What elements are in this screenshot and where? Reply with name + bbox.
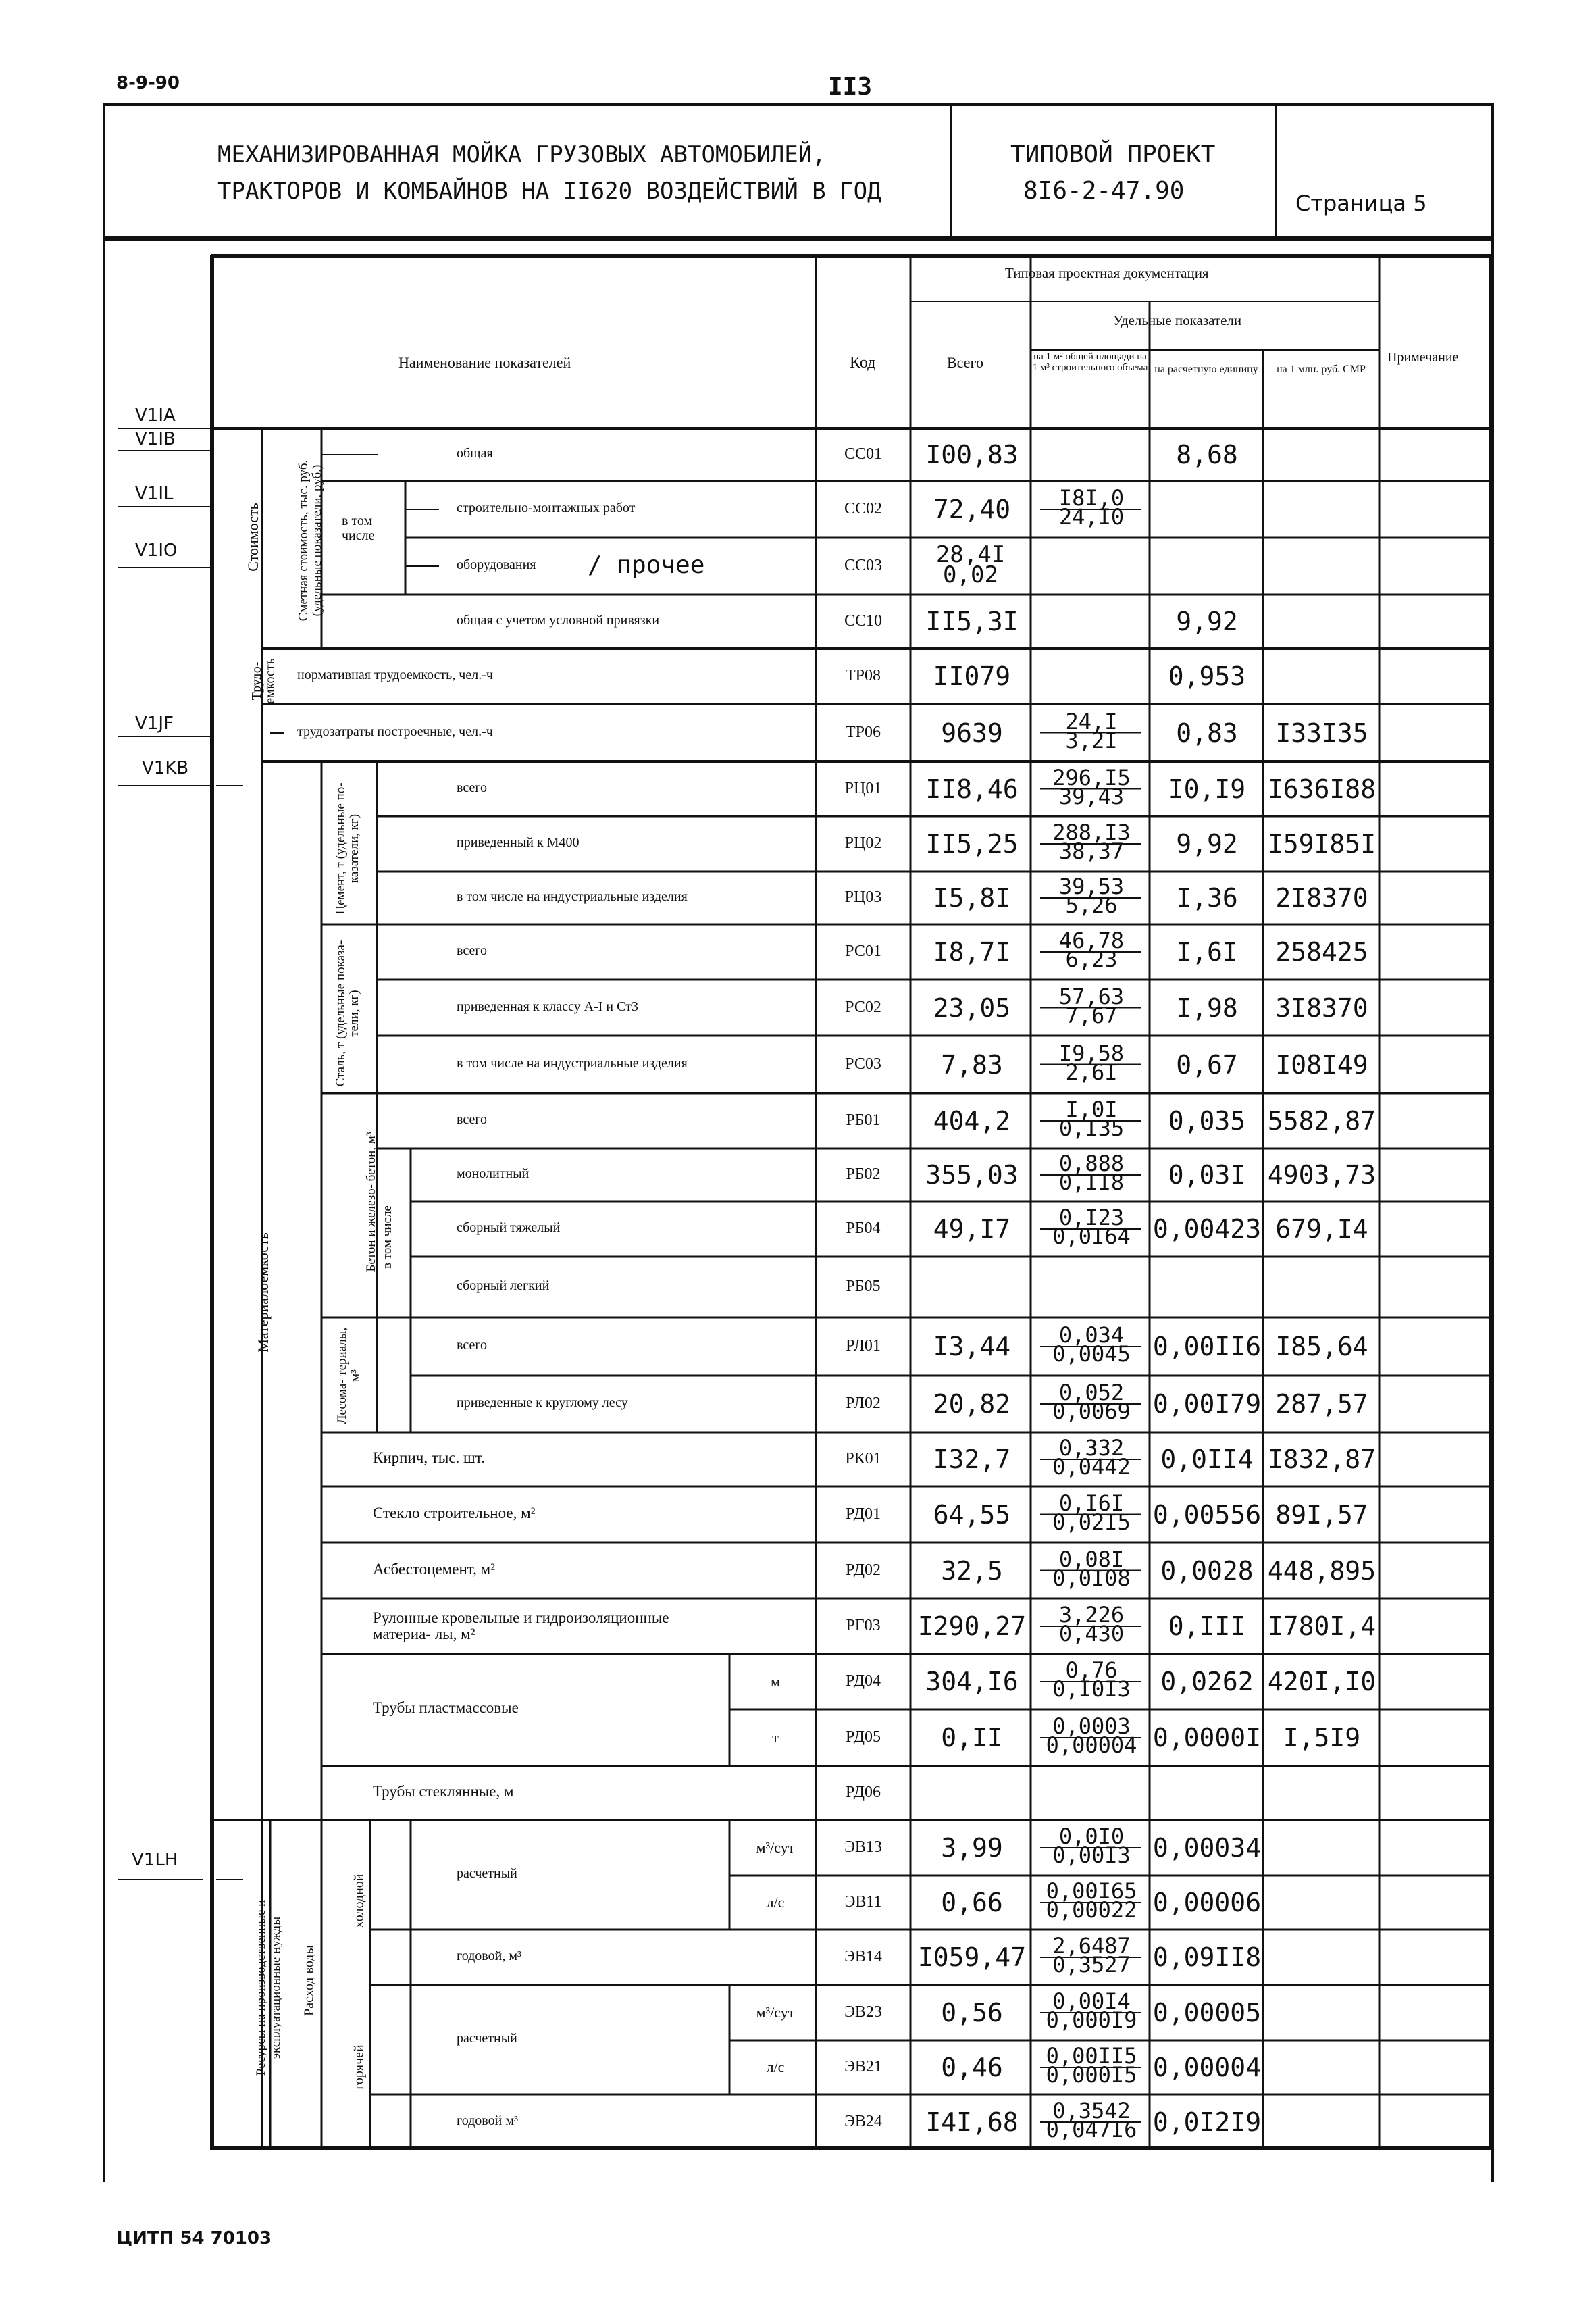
row-per-mln: 89I,57 — [1275, 1499, 1368, 1530]
row-name: всего — [457, 1338, 488, 1353]
row-per-mln: 2I8370 — [1275, 883, 1368, 913]
row-per-m3: 0,00I3 — [1052, 1842, 1131, 1868]
group-water: Расход воды — [301, 1945, 317, 2016]
row-name: общая — [457, 446, 493, 461]
row-per-m2: 24,I — [1065, 708, 1118, 734]
row-per-unit: 0,09II8 — [1152, 1942, 1262, 1972]
row-name: общая с учетом условной привязки — [457, 613, 660, 628]
row-per-m2: 0,00I65 — [1046, 1878, 1137, 1904]
row-total: 64,55 — [933, 1499, 1011, 1530]
row-code: ТР08 — [845, 667, 881, 684]
row-code: РЦ03 — [844, 888, 882, 906]
row-per-unit: 8,68 — [1176, 440, 1238, 470]
project-code: 8I6-2-47.90 — [1023, 177, 1185, 205]
row-code: СС03 — [844, 557, 882, 574]
row-code: РГ03 — [846, 1617, 881, 1634]
row-per-m2: 0,3542 — [1052, 2098, 1131, 2123]
row-per-m3: 0,II8 — [1058, 1169, 1125, 1195]
indicators-table — [211, 255, 1491, 2148]
row-code: ТР06 — [845, 723, 881, 741]
row-code: РЦ02 — [844, 834, 882, 852]
row-per-unit: 0,0II4 — [1160, 1444, 1254, 1474]
row-per-m3: 0,0069 — [1052, 1399, 1131, 1424]
row-per-mln: I,5I9 — [1283, 1723, 1361, 1753]
row-per-m3: 0,00022 — [1046, 1897, 1137, 1923]
row-per-m3: 3,2I — [1065, 727, 1118, 753]
row-code: РД06 — [846, 1784, 881, 1801]
row-per-mln: I780I,4 — [1267, 1611, 1376, 1641]
row-code: РД04 — [846, 1672, 881, 1690]
marker-v1lh: V1LH — [132, 1850, 178, 1870]
row-total: 28,4I — [935, 541, 1006, 568]
row-name: годовой м³ — [457, 2113, 518, 2128]
row-code: РБ01 — [846, 1111, 881, 1129]
row-per-unit: I0,I9 — [1168, 774, 1246, 804]
row-name: всего — [457, 1112, 488, 1127]
row-code: РЛ02 — [846, 1394, 881, 1412]
row-total: 0,56 — [941, 1998, 1003, 2028]
group-incl: в том числе — [342, 513, 375, 543]
row-per-mln: 679,I4 — [1275, 1214, 1368, 1244]
marker-v1io: V1IO — [135, 540, 178, 561]
doc-title — [217, 136, 881, 209]
group-steel: Сталь, т (удельные показа- тели, кг) — [334, 940, 361, 1087]
row-code: ЭВ13 — [844, 1838, 882, 1856]
row-code: ЭВ24 — [844, 2113, 882, 2130]
row-code: РЛ01 — [846, 1337, 881, 1355]
row-total: I4I,68 — [925, 2107, 1019, 2137]
row-per-mln: I85,64 — [1275, 1332, 1368, 1361]
row-code: РК01 — [845, 1450, 881, 1467]
row-total: 0,66 — [941, 1888, 1003, 1917]
row-total: 0,II — [941, 1723, 1003, 1753]
row-per-m2: 0,034 — [1058, 1322, 1125, 1348]
group-cost: Стоимость — [244, 503, 261, 572]
marker-v1jf: V1JF — [135, 713, 174, 734]
row-code: ЭВ21 — [844, 2058, 882, 2076]
project-label: ТИПОВОЙ ПРОЕКТ — [1010, 141, 1216, 168]
row-per-unit: I,36 — [1176, 883, 1238, 913]
doc-title-line2: ТРАКТОРОВ И КОМБАЙНОВ НА II620 ВОЗДЕЙСТВИЙ В ГОД — [217, 178, 881, 205]
row-name: оборудования — [457, 557, 536, 572]
row-name: расчетный — [457, 2031, 517, 2046]
row-code: РД01 — [846, 1505, 881, 1523]
row-code: ЭВ11 — [844, 1893, 882, 1911]
row-per-m3: 2,6I — [1065, 1059, 1118, 1085]
row-per-m2: 0,0003 — [1052, 1713, 1131, 1739]
row-name: годовой, м³ — [457, 1948, 521, 1963]
row-name: монолитный — [457, 1166, 530, 1181]
row-name: Кирпич, тыс. шт. — [373, 1449, 485, 1466]
row-total: 0,46 — [941, 2053, 1003, 2082]
row-per-m2: 0,I6I — [1058, 1490, 1125, 1516]
row-per-unit: I,6I — [1176, 937, 1238, 967]
group-cement: Цемент, т (удельные по- казатели, кг) — [334, 782, 361, 915]
row-per-m3: 0,00004 — [1046, 1732, 1137, 1758]
row-per-mln: 287,57 — [1275, 1389, 1368, 1419]
row-code: РБ02 — [846, 1165, 881, 1183]
row-total: I8,7I — [933, 937, 1011, 967]
row-total: II5,25 — [925, 829, 1019, 859]
marker-v1ib: V1IB — [135, 429, 176, 449]
row-per-m2: I8I,0 — [1058, 485, 1125, 511]
row-per-m2: 0,052 — [1058, 1380, 1125, 1405]
row-name: в том числе на индустриальные изделия — [457, 1055, 688, 1071]
row-name: Рулонные кровельные и гидроизоляционные материа- лы, м² — [373, 1609, 669, 1642]
row-per-mln: 448,895 — [1267, 1555, 1376, 1586]
row-total: I5,8I — [933, 883, 1011, 913]
row-per-m2: 0,I23 — [1058, 1205, 1125, 1230]
row-per-m2: 0,00I4 — [1052, 1988, 1131, 2014]
footer-code: ЦИТП 54 70103 — [116, 2228, 272, 2248]
row-total: 3,99 — [941, 1833, 1003, 1863]
group-cold: холодной — [351, 1873, 367, 1928]
row-per-m2: 39,53 — [1058, 874, 1125, 899]
row-code: РД02 — [846, 1561, 881, 1579]
row-per-m3: 6,23 — [1065, 947, 1118, 972]
row-per-mln: I33I35 — [1275, 718, 1368, 748]
row-unit: м³/сут — [756, 2004, 795, 2021]
row-per-m2: I,0I — [1065, 1097, 1118, 1122]
row-per-m3: 0,0442 — [1052, 1454, 1131, 1480]
row-code: ЭВ14 — [844, 1948, 882, 1965]
col-tpd-header: Типовая проектная документация — [1005, 265, 1209, 281]
marker-v1kb: V1KB — [142, 758, 189, 778]
row-name-hand: / прочее — [588, 551, 705, 579]
group-resources: Ресурсы на производственные и эксплуатационные нужды — [254, 1899, 283, 2076]
row-per-unit: 0,00423 — [1152, 1214, 1262, 1244]
row-per-unit: 0,03I — [1168, 1160, 1246, 1190]
row-per-m3: 0,430 — [1058, 1621, 1125, 1646]
col-per-mln-header: на 1 млн. руб. СМР — [1277, 363, 1366, 375]
row-name: Стекло строительное, м² — [373, 1504, 536, 1521]
row-per-unit: 0,00556 — [1152, 1499, 1262, 1530]
table-grid — [211, 255, 1491, 2148]
row-total: 7,83 — [941, 1049, 1003, 1080]
row-total-2: 0,02 — [943, 561, 998, 588]
row-unit: л/с — [766, 1894, 785, 1911]
group-timber: Лесома- териалы, м³ — [335, 1327, 363, 1424]
row-per-unit: 0,00005 — [1152, 1998, 1262, 2028]
group-cost-sub: Сметная стоимость, тыс. руб. (удельные показатели, руб.) — [297, 459, 324, 622]
row-per-m3: 38,37 — [1058, 838, 1125, 864]
row-code: СС01 — [844, 445, 882, 463]
row-name: в том числе на индустриальные изделия — [457, 889, 688, 904]
col-per-m2-header: на 1 м² общей площади на 1 м³ строительного объема — [1032, 351, 1148, 373]
group-concrete: Бетон и железо- бетон, м³ — [364, 1132, 378, 1272]
row-per-m2: 46,78 — [1058, 928, 1125, 953]
row-per-m3: 39,43 — [1058, 783, 1125, 809]
row-code: РС01 — [845, 942, 881, 960]
row-name: строительно-монтажных работ — [457, 501, 636, 515]
row-per-mln: 5582,87 — [1267, 1106, 1376, 1136]
row-total: I32,7 — [933, 1444, 1011, 1474]
row-per-m2: 0,0I0 — [1058, 1823, 1125, 1849]
page-label: Страница 5 — [1295, 191, 1427, 216]
row-per-unit: 0,00II6 — [1152, 1332, 1262, 1361]
row-per-unit: 0,III — [1168, 1611, 1246, 1641]
row-name: расчетный — [457, 1866, 517, 1881]
row-unit: т — [772, 1729, 779, 1746]
marker-v1ia: V1IA — [135, 405, 176, 426]
row-per-mln: I59I85I — [1267, 829, 1376, 859]
row-total: II5,3I — [925, 607, 1019, 636]
row-unit: м — [771, 1673, 780, 1690]
row-per-m3: 0,000I5 — [1046, 2062, 1137, 2088]
row-total: 304,I6 — [925, 1667, 1019, 1696]
row-per-m3: 24,I0 — [1058, 504, 1125, 530]
row-per-unit: 9,92 — [1176, 607, 1238, 636]
row-name: нормативная трудоемкость, чел.-ч — [297, 668, 493, 682]
row-name: Трубы пластмассовые — [373, 1699, 519, 1716]
row-per-unit: 0,00I79 — [1152, 1389, 1262, 1419]
row-per-m2: 0,332 — [1058, 1435, 1125, 1461]
row-name: всего — [457, 780, 488, 795]
row-per-unit: I,98 — [1176, 992, 1238, 1023]
row-name: Трубы стеклянные, м — [373, 1783, 514, 1800]
row-total: 9639 — [941, 718, 1003, 748]
row-code: РБ05 — [846, 1278, 881, 1295]
row-per-m2: I9,58 — [1058, 1040, 1125, 1066]
row-per-m3: 0,0I64 — [1052, 1224, 1131, 1249]
row-per-m2: 2,6487 — [1052, 1933, 1131, 1959]
row-per-m3: 0,047I6 — [1046, 2117, 1137, 2142]
col-per-unit-header: на расчетную единицу — [1154, 363, 1258, 375]
row-per-m2: 0,888 — [1058, 1151, 1125, 1176]
row-per-unit: 0,00004 — [1152, 2053, 1262, 2082]
row-name: трудозатраты построечные, чел.-ч — [297, 724, 493, 739]
row-per-unit: 0,00006 — [1152, 1888, 1262, 1917]
row-per-m3: 7,67 — [1065, 1002, 1118, 1028]
row-name: приведенная к классу А-I и Ст3 — [457, 999, 638, 1014]
row-per-unit: 0,0028 — [1160, 1555, 1254, 1586]
row-total: I3,44 — [933, 1332, 1011, 1361]
row-total: I290,27 — [917, 1611, 1027, 1641]
row-per-m2: 0,00II5 — [1046, 2043, 1137, 2069]
col-note-header: Примечание — [1387, 350, 1459, 365]
col-code-header: Код — [850, 354, 876, 372]
row-per-m3: 0,02I5 — [1052, 1509, 1131, 1535]
row-per-m2: 3,226 — [1058, 1602, 1125, 1628]
row-per-m2: 0,76 — [1065, 1657, 1118, 1683]
row-total: II079 — [933, 661, 1011, 691]
group-labor: Трудо- емкость — [249, 658, 278, 704]
marker-v1il: V1IL — [135, 484, 174, 504]
row-code: РБ04 — [846, 1219, 881, 1237]
row-per-mln: 3I8370 — [1275, 992, 1368, 1023]
row-per-m3: 0,0I08 — [1052, 1565, 1131, 1591]
row-name: приведенные к круглому лесу — [457, 1395, 628, 1410]
row-per-m3: 0,I35 — [1058, 1115, 1125, 1141]
group-concrete-incl: в том числе — [380, 1205, 394, 1269]
row-unit: м³/сут — [756, 1839, 795, 1856]
row-code: СС02 — [844, 500, 882, 518]
row-name: всего — [457, 943, 488, 958]
row-total: 49,I7 — [933, 1214, 1011, 1244]
row-code: ЭВ23 — [844, 2003, 882, 2021]
row-total: I059,47 — [917, 1942, 1027, 1972]
group-hot: горячей — [351, 2044, 367, 2090]
row-code: РС02 — [845, 998, 881, 1016]
row-per-unit: 0,953 — [1168, 661, 1246, 691]
row-name: сборный тяжелый — [457, 1220, 561, 1235]
row-total: 20,82 — [933, 1389, 1011, 1419]
row-total: 404,2 — [933, 1106, 1011, 1136]
row-per-m3: 0,3527 — [1052, 1952, 1131, 1978]
col-specific-header: Удельные показатели — [1113, 312, 1242, 328]
row-per-m2: 288,I3 — [1052, 820, 1131, 845]
row-total: 355,03 — [925, 1160, 1019, 1190]
row-code: РЦ01 — [844, 779, 882, 797]
row-per-unit: 0,67 — [1176, 1049, 1238, 1080]
row-per-m2: 296,I5 — [1052, 764, 1131, 790]
row-per-mln: I08I49 — [1275, 1049, 1368, 1080]
row-per-m3: 0,I0I3 — [1052, 1676, 1131, 1702]
row-name: сборный легкий — [457, 1278, 550, 1293]
row-total: I00,83 — [925, 440, 1019, 470]
row-per-m2: 57,63 — [1058, 983, 1125, 1009]
doc-date: 8-9-90 — [116, 73, 180, 93]
row-name: приведенный к М400 — [457, 835, 580, 850]
row-per-unit: 9,92 — [1176, 829, 1238, 859]
row-per-unit: 0,035 — [1168, 1106, 1246, 1136]
group-material: Материалоемкость — [255, 1232, 272, 1353]
row-per-unit: 0,0I2I9 — [1152, 2107, 1262, 2137]
row-total: 32,5 — [941, 1555, 1003, 1586]
row-per-m3: 0,000I9 — [1046, 2007, 1137, 2033]
row-per-m3: 0,0045 — [1052, 1341, 1131, 1367]
row-per-m3: 5,26 — [1065, 892, 1118, 918]
row-code: РД05 — [846, 1728, 881, 1746]
row-name: Асбестоцемент, м² — [373, 1560, 496, 1578]
row-per-mln: 420I,I0 — [1267, 1667, 1376, 1696]
row-per-unit: 0,00034 — [1152, 1833, 1262, 1863]
col-total-header: Всего — [947, 354, 983, 371]
row-code: СС10 — [844, 612, 882, 630]
row-total: II8,46 — [925, 774, 1019, 804]
sheet-number: II3 — [828, 73, 873, 101]
row-total: 72,40 — [933, 495, 1011, 524]
row-per-mln: I832,87 — [1267, 1444, 1376, 1474]
doc-title-line1: МЕХАНИЗИРОВАННАЯ МОЙКА ГРУЗОВЫХ АВТОМОБИЛЕЙ, — [217, 141, 826, 168]
row-total: 23,05 — [933, 992, 1011, 1023]
row-per-mln: 4903,73 — [1267, 1160, 1376, 1190]
row-per-unit: 0,0000I — [1152, 1723, 1262, 1753]
row-per-mln: 258425 — [1275, 937, 1368, 967]
row-per-mln: I636I88 — [1267, 774, 1376, 804]
row-per-m2: 0,08I — [1058, 1546, 1125, 1572]
row-per-unit: 0,0262 — [1160, 1667, 1254, 1696]
col-name-header: Наименование показателей — [398, 354, 571, 371]
row-unit: л/с — [766, 2059, 785, 2076]
row-per-unit: 0,83 — [1176, 718, 1238, 748]
row-code: РС03 — [845, 1055, 881, 1073]
